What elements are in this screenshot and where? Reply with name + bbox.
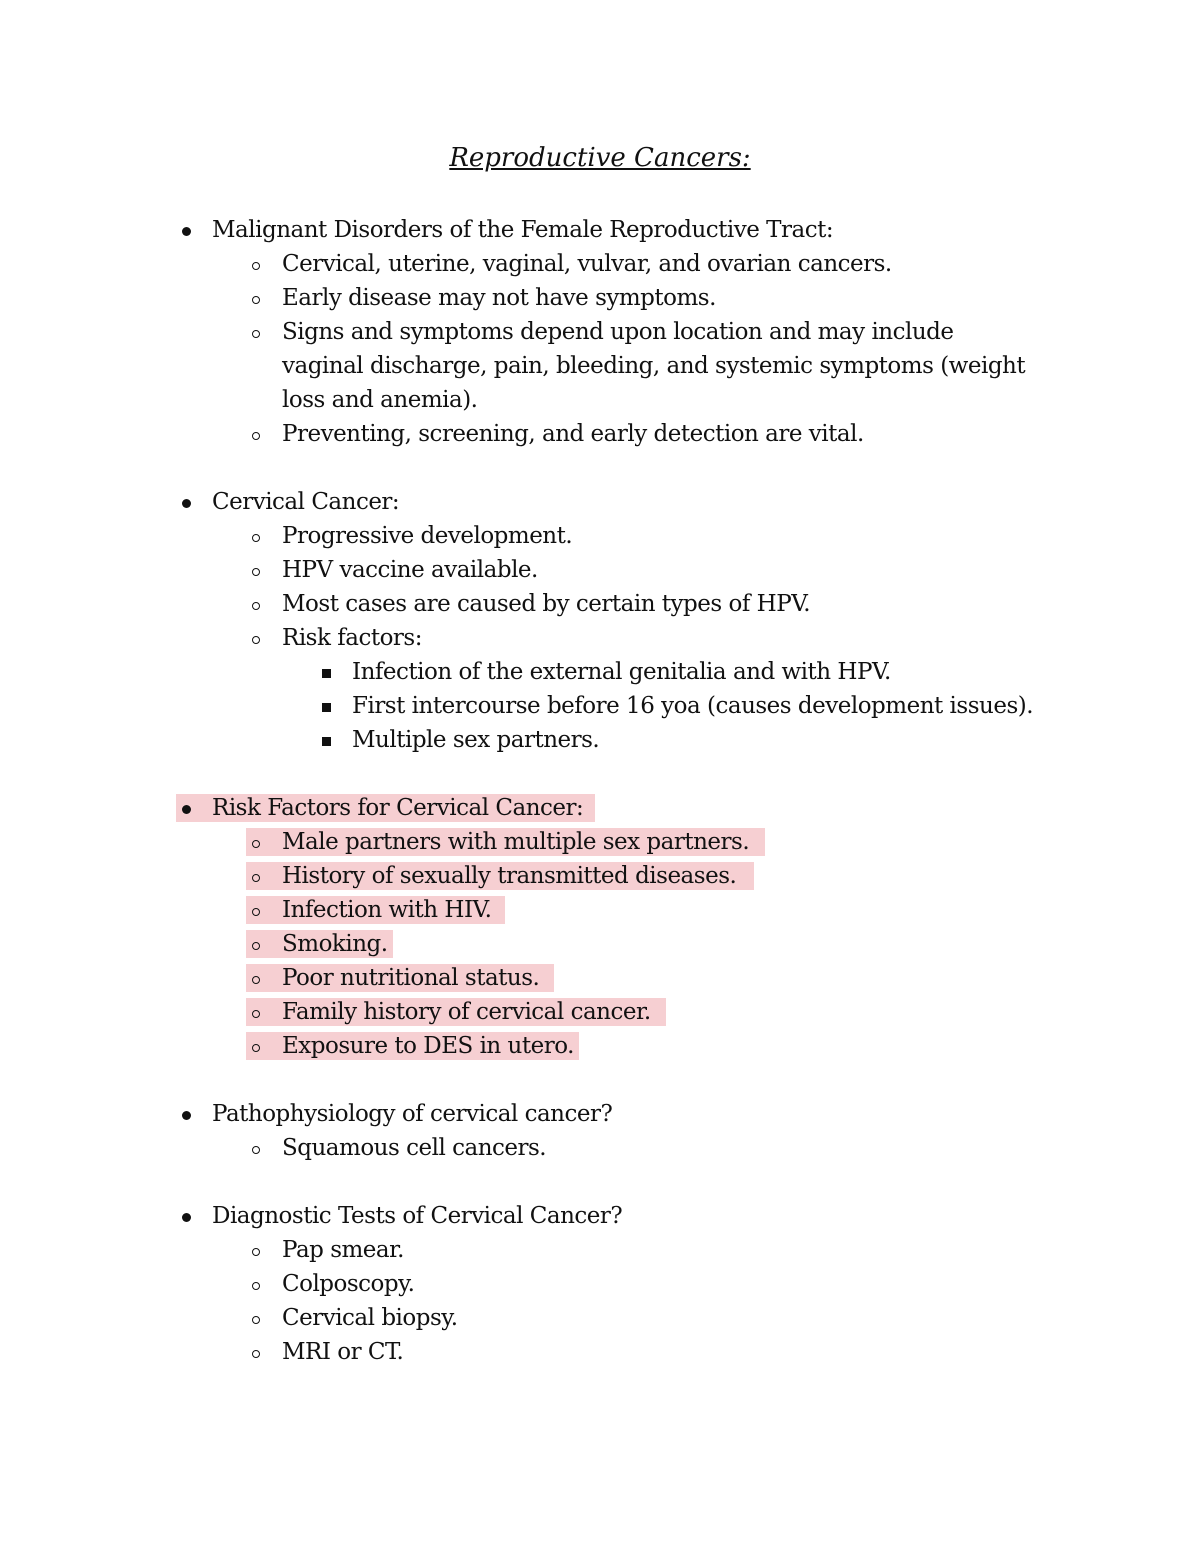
bullet-icon xyxy=(176,791,196,825)
list-item-text: Progressive development. xyxy=(282,523,573,549)
list-item-heading xyxy=(176,1199,1076,1233)
list-item-text: Family history of cervical cancer. xyxy=(282,999,651,1025)
list-item-text: vaginal discharge, pain, bleeding, and systemic symptoms (weight xyxy=(282,353,1026,379)
list-item xyxy=(176,315,1076,349)
list-item xyxy=(176,621,1076,655)
circle-bullet-icon xyxy=(246,1267,266,1301)
section-heading: Malignant Disorders of the Female Reproductive Tract: xyxy=(212,217,834,243)
list-item-text: Squamous cell cancers. xyxy=(282,1135,547,1161)
list-item-text: Most cases are caused by certain types of HPV. xyxy=(282,591,811,617)
circle-bullet-icon xyxy=(246,621,266,655)
list-item-highlighted xyxy=(176,927,1076,961)
list-item xyxy=(176,1131,1076,1165)
list-item-highlighted xyxy=(176,825,1076,859)
sub-list-item xyxy=(176,723,1076,757)
circle-bullet-icon xyxy=(246,1233,266,1267)
circle-bullet-icon xyxy=(246,1131,266,1165)
spacer xyxy=(176,451,1076,485)
circle-bullet-icon xyxy=(246,587,266,621)
list-item-text: HPV vaccine available. xyxy=(282,557,538,583)
circle-bullet-icon xyxy=(246,417,266,451)
list-item-text: Cervical biopsy. xyxy=(282,1305,458,1331)
list-item xyxy=(176,1301,1076,1335)
list-item-text: Cervical, uterine, vaginal, vulvar, and ovarian cancers. xyxy=(282,251,892,277)
circle-bullet-icon xyxy=(246,247,266,281)
square-bullet-icon xyxy=(316,655,336,689)
bullet-icon xyxy=(176,213,196,247)
list-item-heading xyxy=(176,1097,1076,1131)
circle-bullet-icon xyxy=(246,519,266,553)
list-item-text: History of sexually transmitted diseases. xyxy=(282,863,737,889)
page-title: Reproductive Cancers: xyxy=(449,143,751,173)
list-item-highlighted xyxy=(176,859,1076,893)
circle-bullet-icon xyxy=(246,893,266,927)
list-item xyxy=(176,587,1076,621)
spacer xyxy=(176,1165,1076,1199)
list-item-heading xyxy=(176,485,1076,519)
section-heading: Pathophysiology of cervical cancer? xyxy=(212,1101,613,1127)
list-item-highlighted xyxy=(176,995,1076,1029)
list-item-continuation xyxy=(176,349,1076,383)
circle-bullet-icon xyxy=(246,961,266,995)
circle-bullet-icon xyxy=(246,825,266,859)
sub-list-item-text: First intercourse before 16 yoa (causes development issues). xyxy=(352,693,1034,719)
circle-bullet-icon xyxy=(246,281,266,315)
circle-bullet-icon xyxy=(246,927,266,961)
document-body xyxy=(176,213,1076,1369)
list-item-heading xyxy=(176,213,1076,247)
spacer xyxy=(176,1063,1076,1097)
list-item-text: Male partners with multiple sex partners. xyxy=(282,829,750,855)
circle-bullet-icon xyxy=(246,995,266,1029)
list-item-text: Smoking. xyxy=(282,931,388,957)
spacer xyxy=(176,757,1076,791)
circle-bullet-icon xyxy=(246,553,266,587)
square-bullet-icon xyxy=(316,723,336,757)
circle-bullet-icon xyxy=(246,315,266,349)
bullet-icon xyxy=(176,1097,196,1131)
sub-list-item xyxy=(176,655,1076,689)
circle-bullet-icon xyxy=(246,1029,266,1063)
list-item-highlighted xyxy=(176,893,1076,927)
list-item-text: Signs and symptoms depend upon location and may include xyxy=(282,319,954,345)
section-heading: Cervical Cancer: xyxy=(212,489,400,515)
list-item-text: Exposure to DES in utero. xyxy=(282,1033,574,1059)
list-item xyxy=(176,1233,1076,1267)
list-item xyxy=(176,519,1076,553)
sub-list-item xyxy=(176,689,1076,723)
circle-bullet-icon xyxy=(246,1301,266,1335)
list-item-text: Infection with HIV. xyxy=(282,897,492,923)
sub-list-item-text: Infection of the external genitalia and with HPV. xyxy=(352,659,891,685)
list-item-heading-highlighted xyxy=(176,791,1076,825)
list-item-continuation xyxy=(176,383,1076,417)
sub-list-item-text: Multiple sex partners. xyxy=(352,727,600,753)
list-item-highlighted xyxy=(176,961,1076,995)
list-item-text: Pap smear. xyxy=(282,1237,404,1263)
bullet-icon xyxy=(176,1199,196,1233)
list-item-text: Poor nutritional status. xyxy=(282,965,540,991)
list-item-text: Colposcopy. xyxy=(282,1271,415,1297)
section-heading: Diagnostic Tests of Cervical Cancer? xyxy=(212,1203,623,1229)
square-bullet-icon xyxy=(316,689,336,723)
circle-bullet-icon xyxy=(246,859,266,893)
list-item xyxy=(176,1267,1076,1301)
circle-bullet-icon xyxy=(246,1335,266,1369)
section-heading: Risk Factors for Cervical Cancer: xyxy=(212,795,584,821)
list-item xyxy=(176,1335,1076,1369)
list-item xyxy=(176,281,1076,315)
list-item-text: loss and anemia). xyxy=(282,387,478,413)
list-item-text: Preventing, screening, and early detection are vital. xyxy=(282,421,864,447)
list-item xyxy=(176,553,1076,587)
list-item-highlighted xyxy=(176,1029,1076,1063)
list-item xyxy=(176,247,1076,281)
list-item-text: MRI or CT. xyxy=(282,1339,404,1365)
list-item-text: Risk factors: xyxy=(282,625,422,651)
list-item-text: Early disease may not have symptoms. xyxy=(282,285,716,311)
bullet-icon xyxy=(176,485,196,519)
list-item xyxy=(176,417,1076,451)
